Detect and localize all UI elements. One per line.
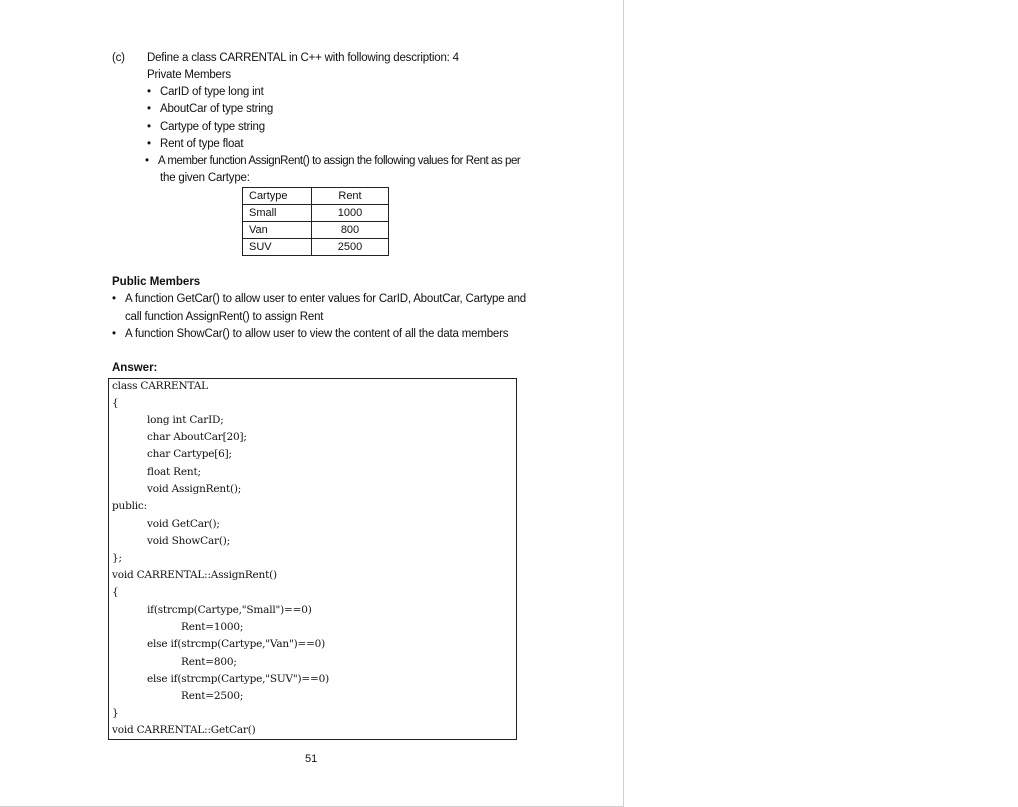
- code-line: {: [112, 586, 119, 598]
- table-cell: Van: [243, 222, 312, 239]
- code-line: if(strcmp(Cartype,"Small")==0): [147, 604, 312, 616]
- code-line: public:: [112, 500, 147, 512]
- code-line: void AssignRent();: [147, 483, 242, 495]
- public-item-continuation: call function AssignRent() to assign Rent: [125, 311, 324, 323]
- private-item: • CarID of type long int: [160, 86, 264, 98]
- private-item: • Rent of type float: [160, 138, 243, 150]
- table-cell: SUV: [243, 239, 312, 256]
- code-line: {: [112, 397, 119, 409]
- table-cell: 2500: [312, 239, 389, 256]
- table-header-cell: Cartype: [243, 188, 312, 205]
- page-number: 51: [305, 753, 318, 765]
- code-line: void ShowCar();: [147, 535, 230, 547]
- table-header-cell: Rent: [312, 188, 389, 205]
- table-cell: 800: [312, 222, 389, 239]
- code-line: }: [112, 707, 119, 719]
- table-cell: Small: [243, 205, 312, 222]
- table-row: [243, 239, 389, 256]
- code-line: void CARRENTAL::AssignRent(): [112, 569, 277, 581]
- public-item: • A function GetCar() to allow user to enter values for CarID, AboutCar, Cartype and: [125, 293, 526, 305]
- private-item: • Cartype of type string: [160, 121, 265, 133]
- code-line: char AboutCar[20];: [147, 431, 247, 443]
- code-line: void CARRENTAL::GetCar(): [112, 724, 256, 736]
- code-line: Rent=1000;: [181, 621, 244, 633]
- code-line: Rent=2500;: [181, 690, 244, 702]
- code-line: };: [112, 552, 122, 564]
- code-line: void GetCar();: [147, 518, 220, 530]
- table-header-row: [243, 188, 389, 205]
- question-text: Define a class CARRENTAL in C++ with following description: 4: [147, 52, 459, 64]
- table-cell: 1000: [312, 205, 389, 222]
- answer-heading: Answer:: [112, 362, 158, 374]
- private-item-continuation: the given Cartype:: [160, 172, 250, 184]
- private-item: • A member function AssignRent() to assign the following values for Rent as per: [158, 155, 520, 167]
- rent-table: [242, 187, 389, 256]
- private-item: • AboutCar of type string: [160, 103, 273, 115]
- private-heading: Private Members: [147, 69, 231, 81]
- table-row: [243, 222, 389, 239]
- code-line: Rent=800;: [181, 656, 237, 668]
- code-line: float Rent;: [147, 466, 201, 478]
- code-line: else if(strcmp(Cartype,"SUV")==0): [147, 673, 330, 685]
- code-line: else if(strcmp(Cartype,"Van")==0): [147, 638, 326, 650]
- table-row: [243, 205, 389, 222]
- code-line: char Cartype[6];: [147, 448, 232, 460]
- code-line: long int CarID;: [147, 414, 224, 426]
- public-heading: Public Members: [112, 276, 201, 288]
- code-line: class CARRENTAL: [112, 380, 208, 392]
- public-item: • A function ShowCar() to allow user to view the content of all the data members: [125, 328, 508, 340]
- question-label: (c): [112, 52, 125, 64]
